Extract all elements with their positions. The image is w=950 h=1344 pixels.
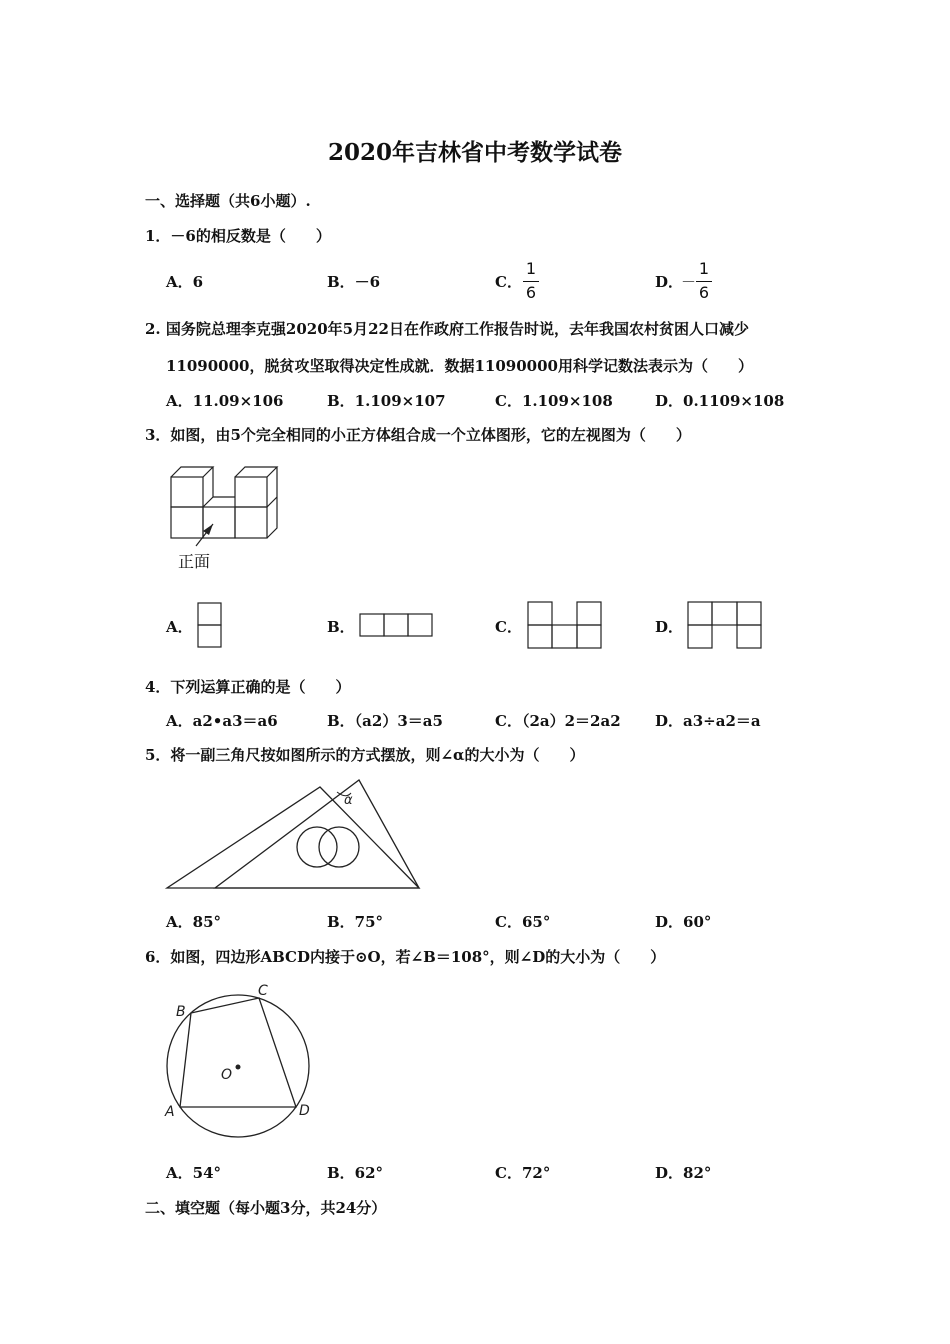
q1-d-numerator: 1 [698, 259, 710, 278]
q4-option-a[interactable]: A．a2•a3＝a6 [166, 712, 278, 730]
q6-option-c[interactable]: C．72° [495, 1164, 551, 1182]
q4-option-d[interactable]: D．a3÷a2＝a [655, 712, 761, 730]
q2-option-d[interactable]: D．0.1109×108 [655, 392, 785, 410]
q6-label-d: D [299, 1103, 310, 1119]
q6-option-d[interactable]: D．82° [655, 1164, 712, 1182]
q3-option-d[interactable]: D． [655, 618, 684, 636]
q1-option-c[interactable]: C． [495, 273, 522, 291]
q6-option-b[interactable]: B．62° [327, 1164, 384, 1182]
question-2-stem-line2: 11090000，脱贫攻坚取得决定性成就．数据11090000用科学记数法表示为（ ） [166, 357, 753, 375]
q2-option-c[interactable]: C．1.109×108 [495, 392, 613, 410]
q6-label-o: O [221, 1067, 233, 1083]
q6-center-dot [236, 1065, 241, 1070]
q5-alpha-label: α [344, 793, 353, 808]
q4-option-b[interactable]: B．（a2）3＝a5 [327, 712, 443, 730]
q1-option-d[interactable]: D． [655, 273, 684, 291]
q5-option-b[interactable]: B．75° [327, 913, 384, 931]
q4-option-c[interactable]: C．（2a）2＝2a2 [495, 712, 621, 730]
q3-option-c[interactable]: C． [495, 618, 522, 636]
question-3-stem: 3．如图，由5个完全相同的小正方体组合成一个立体图形，它的左视图为（ ） [145, 426, 691, 444]
q1-d-sign: － [681, 273, 697, 291]
q6-label-a: A [165, 1104, 175, 1120]
q3-option-b[interactable]: B． [327, 618, 355, 636]
q5-option-c[interactable]: C．65° [495, 913, 551, 931]
section-heading-2: 二、填空题（每小题3分，共24分） [145, 1199, 387, 1217]
question-6-stem: 6．如图，四边形ABCD内接于⊙O，若∠B＝108°，则∠D的大小为（ ） [145, 948, 666, 966]
q1-c-numerator: 1 [525, 259, 537, 278]
question-1-stem: 1．－6的相反数是（ ） [145, 227, 331, 245]
q1-option-a[interactable]: A．6 [166, 273, 204, 291]
question-5-stem: 5．将一副三角尺按如图所示的方式摆放，则∠α的大小为（ ） [145, 746, 585, 764]
page-title: 2020年吉林省中考数学试卷 [327, 139, 622, 166]
q2-option-a[interactable]: A．11.09×106 [166, 392, 284, 410]
q6-quadrilateral-abcd [180, 998, 296, 1107]
section-heading-1: 一、选择题（共6小题）. [145, 192, 311, 210]
q3-front-label: 正面 [178, 552, 211, 571]
question-2-stem-line1: 2. 国务院总理李克强2020年5月22日在作政府工作报告时说，去年我国农村贫困人口减少 [145, 320, 749, 338]
q5-option-d[interactable]: D．60° [655, 913, 712, 931]
q6-label-c: C [258, 983, 268, 999]
q1-d-denominator: 6 [698, 283, 710, 302]
q3-option-a[interactable]: A． [166, 618, 193, 636]
question-4-stem: 4．下列运算正确的是（ ） [145, 678, 351, 696]
q6-label-b: B [176, 1004, 186, 1020]
q6-option-a[interactable]: A．54° [166, 1164, 222, 1182]
q2-option-b[interactable]: B．1.109×107 [327, 392, 446, 410]
q5-option-a[interactable]: A．85° [166, 913, 222, 931]
q1-option-b[interactable]: B．－6 [327, 273, 381, 291]
q1-c-denominator: 6 [525, 283, 537, 302]
